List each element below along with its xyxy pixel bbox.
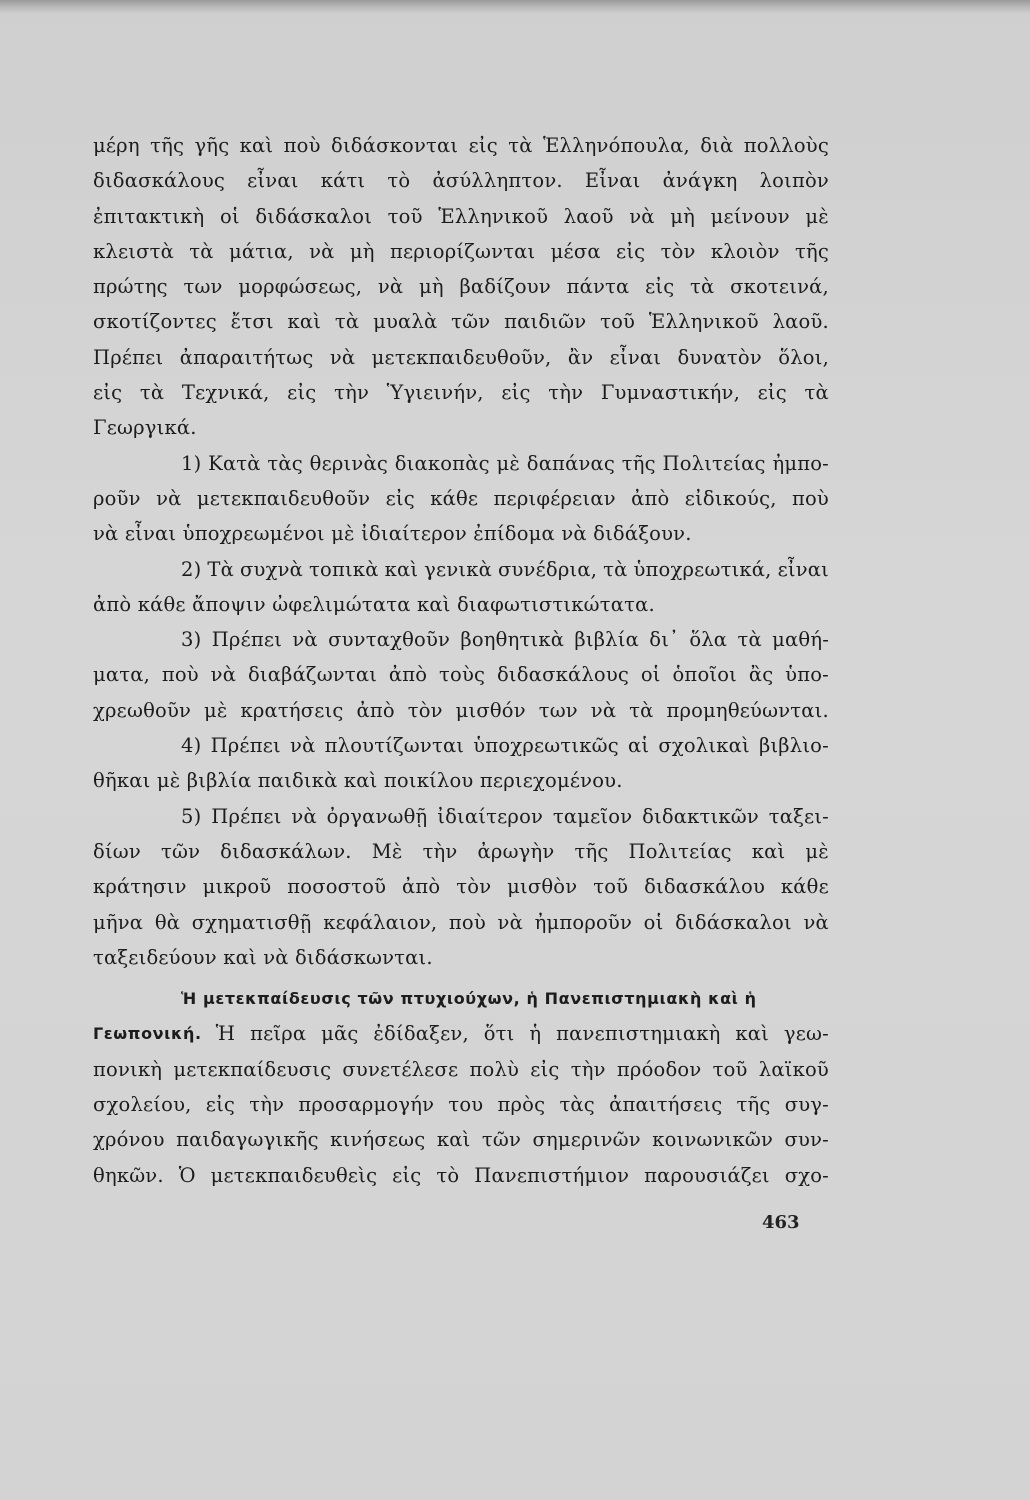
- section-graduates: [93, 981, 829, 1193]
- text-line: νὰ εἶναι ὑποχρεωμένοι μὲ ἰδιαίτερον ἐπίδομα νὰ διδάξουν.: [93, 522, 692, 546]
- text-line: μέρη τῆς γῆς καὶ ποὺ διδάσκονται εἰς τὰ Ἑλληνόπουλα, διὰ πολλοὺς: [93, 134, 829, 157]
- paragraph-intro: [93, 128, 829, 446]
- text-line: 1) Κατὰ τὰς θερινὰς διακοπὰς μὲ δαπάνας τῆς Πολιτείας ἠμπο-: [181, 451, 829, 475]
- paragraph-item-3: [93, 622, 829, 728]
- text-line: πρώτης των μορφώσεως, νὰ μὴ βαδίζουν πάντα εἰς τὰ σκοτεινά,: [93, 275, 829, 299]
- paragraph-item-5: [93, 799, 829, 975]
- text-line: κλειστὰ τὰ μάτια, νὰ μὴ περιορίζωνται μέσα εἰς τὸν κλοιὸν τῆς: [93, 239, 829, 263]
- section-first-line: Ἡ πεῖρα μᾶς ἐδίδαξεν, ὅτι ἡ πανεπιστημιακὴ καὶ γεω-: [215, 1022, 829, 1046]
- text-line: ἀπὸ κάθε ἄποψιν ὠφελιμώτατα καὶ διαφωτιστικώτατα.: [93, 592, 655, 616]
- text-line: δίων τῶν διδασκάλων. Μὲ τὴν ἀρωγὴν τῆς Πολιτείας καὶ μὲ: [93, 839, 829, 863]
- text-line: σχολείου, εἰς τὴν προσαρμογήν του πρὸς τὰς ἀπαιτήσεις τῆς συγ-: [93, 1093, 829, 1117]
- section-heading-line: [93, 981, 829, 1016]
- page-number: 463: [762, 1212, 800, 1233]
- text-line: χρεωθοῦν μὲ κρατήσεις ἀπὸ τὸν μισθόν των νὰ τὰ προμηθεύωνται.: [93, 698, 829, 722]
- section-heading-cont: Γεωπονική.: [93, 1024, 202, 1044]
- text-line: ἐπιτακτικὴ οἱ διδάσκαλοι τοῦ Ἑλληνικοῦ λαοῦ νὰ μὴ μείνουν μὲ: [93, 204, 829, 228]
- text-line: θηκῶν. Ὁ μετεκπαιδευθεὶς εἰς τὸ Πανεπιστήμιον παρουσιάζει σχο-: [93, 1163, 829, 1187]
- text-line: πονικὴ μετεκπαίδευσις συνετέλεσε πολὺ εἰς τὴν πρόοδον τοῦ λαϊκοῦ: [93, 1057, 829, 1081]
- text-line: 5) Πρέπει νὰ ὀργανωθῇ ἰδιαίτερον ταμεῖον διδακτικῶν ταξει-: [181, 804, 829, 828]
- text-line: Γεωργικά.: [93, 416, 197, 440]
- text-line: Πρέπει ἀπαραιτήτως νὰ μετεκπαιδευθοῦν, ἂν εἶναι δυνατὸν ὅλοι,: [93, 345, 829, 369]
- text-line: ματα, ποὺ νὰ διαβάζωνται ἀπὸ τοὺς διδασκάλους οἱ ὁποῖοι ἂς ὑπο-: [93, 663, 829, 687]
- section-heading: Ἡ μετεκπαίδευσις τῶν πτυχιούχων, ἡ Πανεπιστημιακὴ καὶ ἡ: [181, 989, 757, 1009]
- text-line: 2) Τὰ συχνὰ τοπικὰ καὶ γενικὰ συνέδρια, τὰ ὑποχρεωτικά, εἶναι: [181, 557, 829, 581]
- text-line: [93, 1016, 829, 1051]
- text-line: ροῦν νὰ μετεκπαιδευθοῦν εἰς κάθε περιφέρειαν ἀπὸ εἰδικούς, ποὺ: [93, 486, 829, 510]
- text-line: σκοτίζοντες ἔτσι καὶ τὰ μυαλὰ τῶν παιδιῶν τοῦ Ἑλληνικοῦ λαοῦ.: [93, 310, 829, 334]
- text-line: ταξειδεύουν καὶ νὰ διδάσκωνται.: [93, 945, 433, 969]
- text-line: χρόνου παιδαγωγικῆς κινήσεως καὶ τῶν σημερινῶν κοινωνικῶν συν-: [93, 1128, 829, 1152]
- text-line: μῆνα θὰ σχηματισθῇ κεφάλαιον, ποὺ νὰ ἠμποροῦν οἱ διδάσκαλοι νὰ: [93, 910, 829, 934]
- text-line: εἰς τὰ Τεχνικά, εἰς τὴν Ὑγιεινήν, εἰς τὴν Γυμναστικήν, εἰς τὰ: [93, 381, 829, 405]
- text-line: 3) Πρέπει νὰ συνταχθοῦν βοηθητικὰ βιβλία δι᾽ ὅλα τὰ μαθή-: [181, 628, 829, 652]
- paragraph-item-4: [93, 728, 829, 799]
- text-line: θῆκαι μὲ βιβλία παιδικὰ καὶ ποικίλου περιεχομένου.: [93, 769, 623, 793]
- text-line: διδασκάλους εἶναι κάτι τὸ ἀσύλληπτον. Εἶναι ἀνάγκη λοιπὸν: [93, 169, 829, 193]
- text-line: κράτησιν μικροῦ ποσοστοῦ ἀπὸ τὸν μισθὸν τοῦ διδασκάλου κάθε: [93, 875, 829, 899]
- text-line: 4) Πρέπει νὰ πλουτίζωνται ὑποχρεωτικῶς αἱ σχολικαὶ βιβλιο-: [181, 734, 829, 758]
- paragraph-item-2: [93, 552, 829, 623]
- page-top-edge: [0, 0, 1030, 14]
- body-text: [93, 128, 829, 1193]
- paragraph-item-1: [93, 446, 829, 552]
